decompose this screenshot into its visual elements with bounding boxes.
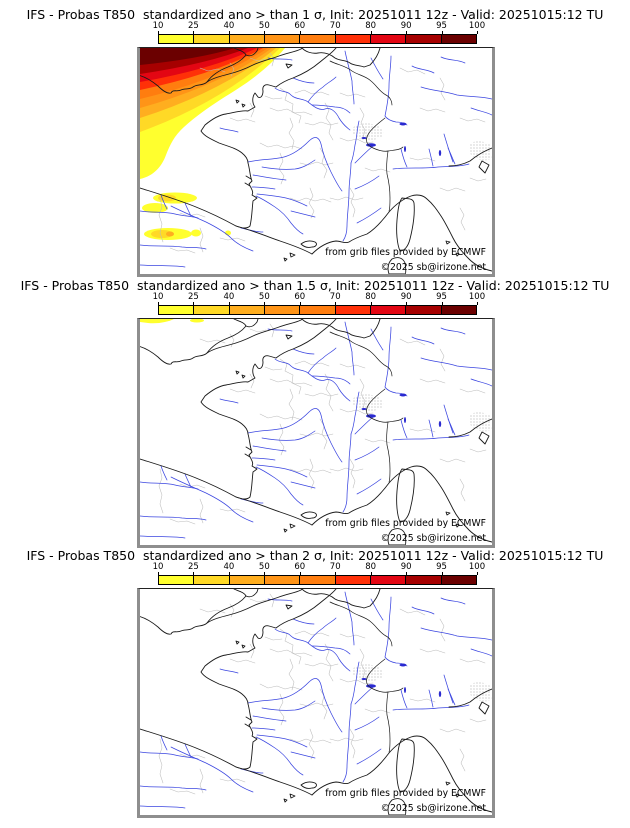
overlay-spot xyxy=(191,230,201,237)
colorbar xyxy=(152,21,486,44)
overlay-spot xyxy=(190,319,204,323)
colorbar-cell xyxy=(441,35,476,43)
weather-panel-sigma-2 xyxy=(0,541,630,814)
colorbar-bar xyxy=(158,575,477,585)
colorbar-tick-label: 60 xyxy=(294,21,306,31)
colorbar-tick-mark xyxy=(406,302,407,305)
colorbar-cell xyxy=(405,35,440,43)
colorbar-tick-label: 40 xyxy=(223,21,235,31)
colorbar-tick-mark xyxy=(158,302,159,305)
colorbar-tick-mark xyxy=(193,302,194,305)
colorbar-tick-mark xyxy=(371,31,372,34)
colorbar-tick-mark xyxy=(406,572,407,575)
colorbar-bar xyxy=(158,34,477,44)
colorbar-tick-mark xyxy=(229,31,230,34)
overlay-anomaly-region xyxy=(140,319,204,323)
colorbar-tick-mark xyxy=(477,572,478,575)
colorbar-tick-mark xyxy=(335,31,336,34)
colorbar-cell xyxy=(335,306,370,314)
colorbar-cell xyxy=(193,35,228,43)
colorbar-tick-label: 60 xyxy=(294,292,306,302)
colorbar-tick-label: 100 xyxy=(468,562,486,572)
colorbar-tick-label: 25 xyxy=(188,292,199,302)
colorbar-tick-mark xyxy=(335,302,336,305)
colorbar-cell xyxy=(370,306,405,314)
colorbar-ticks xyxy=(152,292,486,305)
colorbar-cell xyxy=(299,306,334,314)
colorbar-tick-mark xyxy=(229,572,230,575)
colorbar-ticks xyxy=(152,562,486,575)
colorbar-cell xyxy=(335,576,370,584)
overlay-band xyxy=(140,319,174,323)
map-frame xyxy=(137,588,495,818)
colorbar-cell xyxy=(405,306,440,314)
weather-panel-sigma-1-5 xyxy=(0,271,630,544)
colorbar-tick-mark xyxy=(229,302,230,305)
colorbar-tick-mark xyxy=(371,572,372,575)
colorbar-cell xyxy=(370,35,405,43)
colorbar-tick-mark xyxy=(442,572,443,575)
colorbar-cell xyxy=(159,306,193,314)
credit-copyright-text: ©2025 sb@irizone.net xyxy=(380,533,486,544)
colorbar-tick-mark xyxy=(442,302,443,305)
colorbar-tick-label: 95 xyxy=(436,562,447,572)
colorbar-tick-label: 80 xyxy=(365,21,377,31)
colorbar-cell xyxy=(229,576,264,584)
colorbar-tick-label: 95 xyxy=(436,21,447,31)
map-frame xyxy=(137,318,495,548)
colorbar-tick-mark xyxy=(335,572,336,575)
colorbar-cell xyxy=(264,576,299,584)
colorbar-tick-label: 60 xyxy=(294,562,306,572)
colorbar-tick-mark xyxy=(158,572,159,575)
colorbar-tick-label: 10 xyxy=(152,292,164,302)
credit-copyright-text: ©2025 sb@irizone.net xyxy=(380,262,486,273)
colorbar-bar xyxy=(158,305,477,315)
colorbar-tick-mark xyxy=(477,31,478,34)
map-frame xyxy=(137,47,495,277)
colorbar-tick-label: 90 xyxy=(400,21,412,31)
colorbar-cell xyxy=(405,576,440,584)
colorbar-tick-label: 70 xyxy=(329,562,341,572)
colorbar-tick-mark xyxy=(300,302,301,305)
credit-copyright-text: ©2025 sb@irizone.net xyxy=(380,803,486,814)
colorbar-tick-label: 50 xyxy=(258,562,270,572)
colorbar-tick-label: 70 xyxy=(329,292,341,302)
colorbar xyxy=(152,562,486,585)
colorbar xyxy=(152,292,486,315)
colorbar-tick-mark xyxy=(193,572,194,575)
probability-map-svg xyxy=(140,48,492,274)
colorbar-tick-mark xyxy=(477,302,478,305)
colorbar-tick-mark xyxy=(264,302,265,305)
credit-ecmwf-text: from grib files provided by ECMWF xyxy=(325,788,486,799)
colorbar-tick-mark xyxy=(406,31,407,34)
colorbar-tick-label: 25 xyxy=(188,21,199,31)
colorbar-cell xyxy=(229,35,264,43)
probability-map-svg xyxy=(140,319,492,545)
panel-title: IFS - Probas T850 standardized ano > than 2 σ, Init: 20251011 12z - Valid: 20251015:12 TU xyxy=(26,548,604,563)
colorbar-cell xyxy=(159,576,193,584)
colorbar-tick-label: 40 xyxy=(223,292,235,302)
panel-title: IFS - Probas T850 standardized ano > than 1 σ, Init: 20251011 12z - Valid: 20251015:12 TU xyxy=(26,7,604,22)
colorbar-cell xyxy=(441,576,476,584)
colorbar-cell xyxy=(264,35,299,43)
colorbar-tick-mark xyxy=(158,31,159,34)
colorbar-tick-label: 95 xyxy=(436,292,447,302)
overlay-spot xyxy=(166,232,174,237)
credit-ecmwf-text: from grib files provided by ECMWF xyxy=(325,518,486,529)
colorbar-cell xyxy=(299,35,334,43)
weather-panel-sigma-1 xyxy=(0,0,630,273)
overlay-anomaly-region xyxy=(140,48,285,240)
colorbar-tick-label: 40 xyxy=(223,562,235,572)
colorbar-tick-label: 100 xyxy=(468,21,486,31)
colorbar-tick-label: 100 xyxy=(468,292,486,302)
colorbar-tick-label: 50 xyxy=(258,21,270,31)
panel-title: IFS - Probas T850 standardized ano > than 1.5 σ, Init: 20251011 12z - Valid: 20251015:12 TU xyxy=(20,278,610,293)
overlay-spot xyxy=(225,231,231,236)
colorbar-tick-label: 25 xyxy=(188,562,199,572)
colorbar-tick-label: 50 xyxy=(258,292,270,302)
colorbar-tick-label: 90 xyxy=(400,562,412,572)
credit-ecmwf-text: from grib files provided by ECMWF xyxy=(325,247,486,258)
colorbar-tick-label: 80 xyxy=(365,292,377,302)
colorbar-tick-label: 70 xyxy=(329,21,341,31)
colorbar-cell xyxy=(441,306,476,314)
colorbar-tick-label: 10 xyxy=(152,562,164,572)
colorbar-cell xyxy=(264,306,299,314)
colorbar-cell xyxy=(370,576,405,584)
colorbar-cell xyxy=(229,306,264,314)
colorbar-tick-mark xyxy=(300,31,301,34)
colorbar-cell xyxy=(159,35,193,43)
probability-map-svg xyxy=(140,589,492,815)
colorbar-tick-label: 80 xyxy=(365,562,377,572)
colorbar-tick-mark xyxy=(264,31,265,34)
colorbar-ticks xyxy=(152,21,486,34)
colorbar-tick-mark xyxy=(264,572,265,575)
colorbar-cell xyxy=(193,306,228,314)
colorbar-tick-mark xyxy=(442,31,443,34)
colorbar-cell xyxy=(299,576,334,584)
colorbar-tick-label: 10 xyxy=(152,21,164,31)
colorbar-cell xyxy=(193,576,228,584)
colorbar-tick-mark xyxy=(193,31,194,34)
colorbar-cell xyxy=(335,35,370,43)
colorbar-tick-label: 90 xyxy=(400,292,412,302)
colorbar-tick-mark xyxy=(371,302,372,305)
colorbar-tick-mark xyxy=(300,572,301,575)
